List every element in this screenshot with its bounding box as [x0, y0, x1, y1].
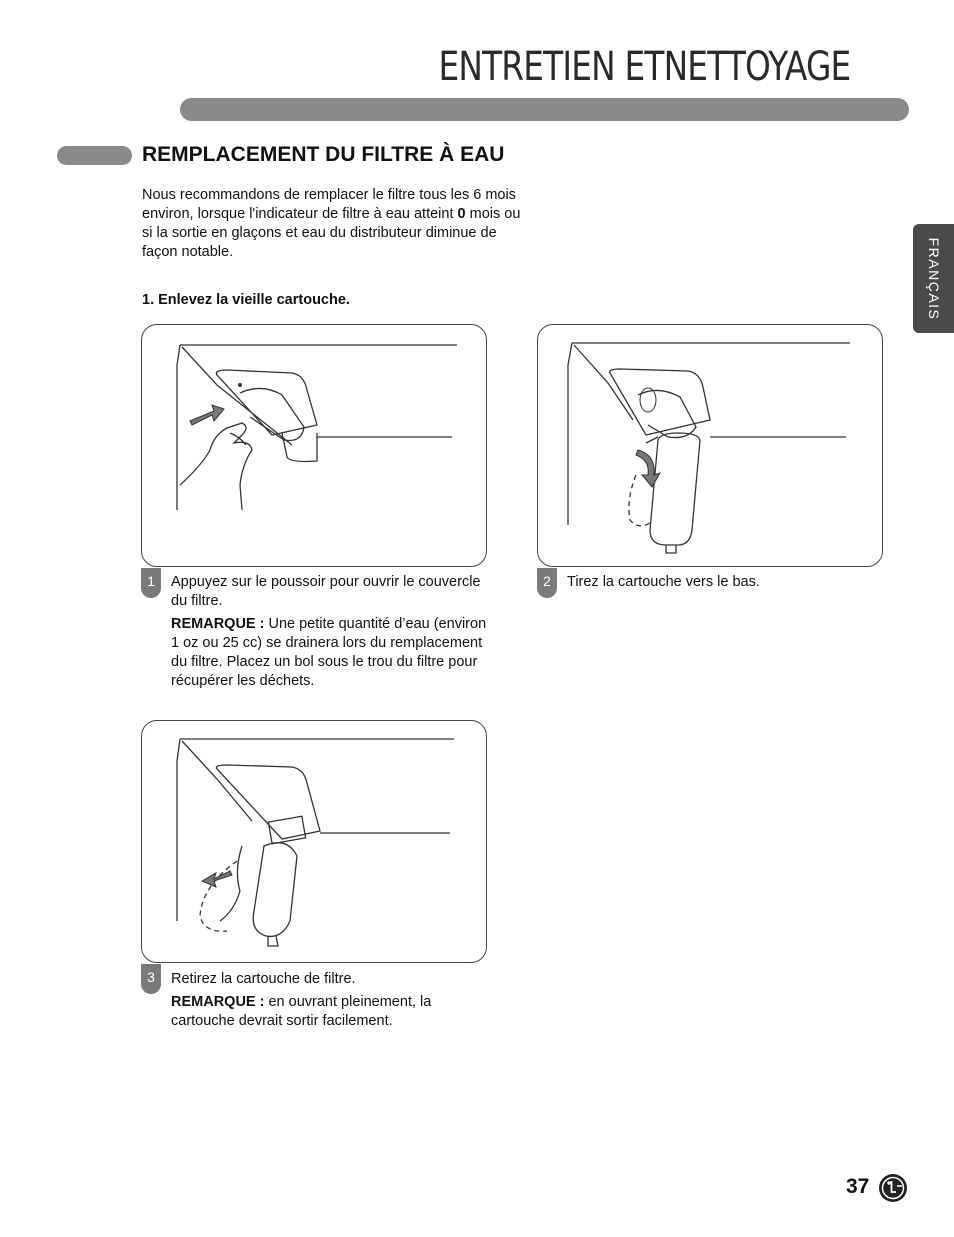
pull-cartridge-down-illustration: [538, 325, 882, 566]
illustration-panel-2: [537, 324, 883, 567]
illustration-panel-1: [141, 324, 487, 567]
section-marker: [57, 146, 132, 165]
page-number: 37: [846, 1175, 870, 1198]
step-1-note-label: REMARQUE :: [171, 616, 265, 632]
remove-cartridge-illustration: [142, 721, 486, 962]
illustration-panel-3: [141, 720, 487, 963]
step-1-caption: [171, 573, 491, 695]
intro-text-2: mois ou si la sortie en glaçons et eau du distributeur diminue de façon notable.: [142, 206, 521, 260]
step-2-badge: 2: [537, 568, 557, 598]
intro-text-1: Nous recommandons de remplacer le filtre tous les 6 mois environ, lorsque l'indicateur de filtre à eau atteint: [142, 187, 516, 222]
step-1-note: [171, 615, 491, 691]
language-tab-label: FRANÇAIS: [925, 237, 942, 320]
step-3-note-text: en ouvrant pleinement, la cartouche devrait sortir facilement.: [171, 994, 432, 1029]
intro-bold-value: 0: [457, 206, 466, 222]
step-2-caption: [567, 573, 887, 596]
step-3-note: [171, 993, 491, 1031]
lg-logo-icon: [878, 1173, 908, 1203]
step-heading: 1. Enlevez la vieille cartouche.: [142, 292, 350, 308]
intro-paragraph: [142, 186, 522, 262]
language-tab: [913, 224, 954, 333]
step-3-note-label: REMARQUE :: [171, 994, 265, 1010]
page-title: ENTRETIEN ETNETTOYAGE: [437, 44, 850, 90]
title-bar: [180, 98, 909, 121]
step-1-note-text: Une petite quantité d’eau (environ 1 oz ou 25 cc) se drainera lors du remplacement du filtre. Placez un bol sous le trou du filtre pour récupérer les déchets.: [171, 616, 487, 689]
push-filter-cover-illustration: [142, 325, 486, 566]
step-2-text: Tirez la cartouche vers le bas.: [567, 574, 760, 590]
step-3-caption: [171, 970, 491, 1035]
step-3-badge: 3: [141, 964, 161, 994]
step-3-text: Retirez la cartouche de filtre.: [171, 971, 356, 987]
step-1-badge: 1: [141, 568, 161, 598]
step-1-text: Appuyez sur le poussoir pour ouvrir le couvercle du filtre.: [171, 574, 481, 609]
section-title: REMPLACEMENT DU FILTRE À EAU: [142, 143, 505, 166]
